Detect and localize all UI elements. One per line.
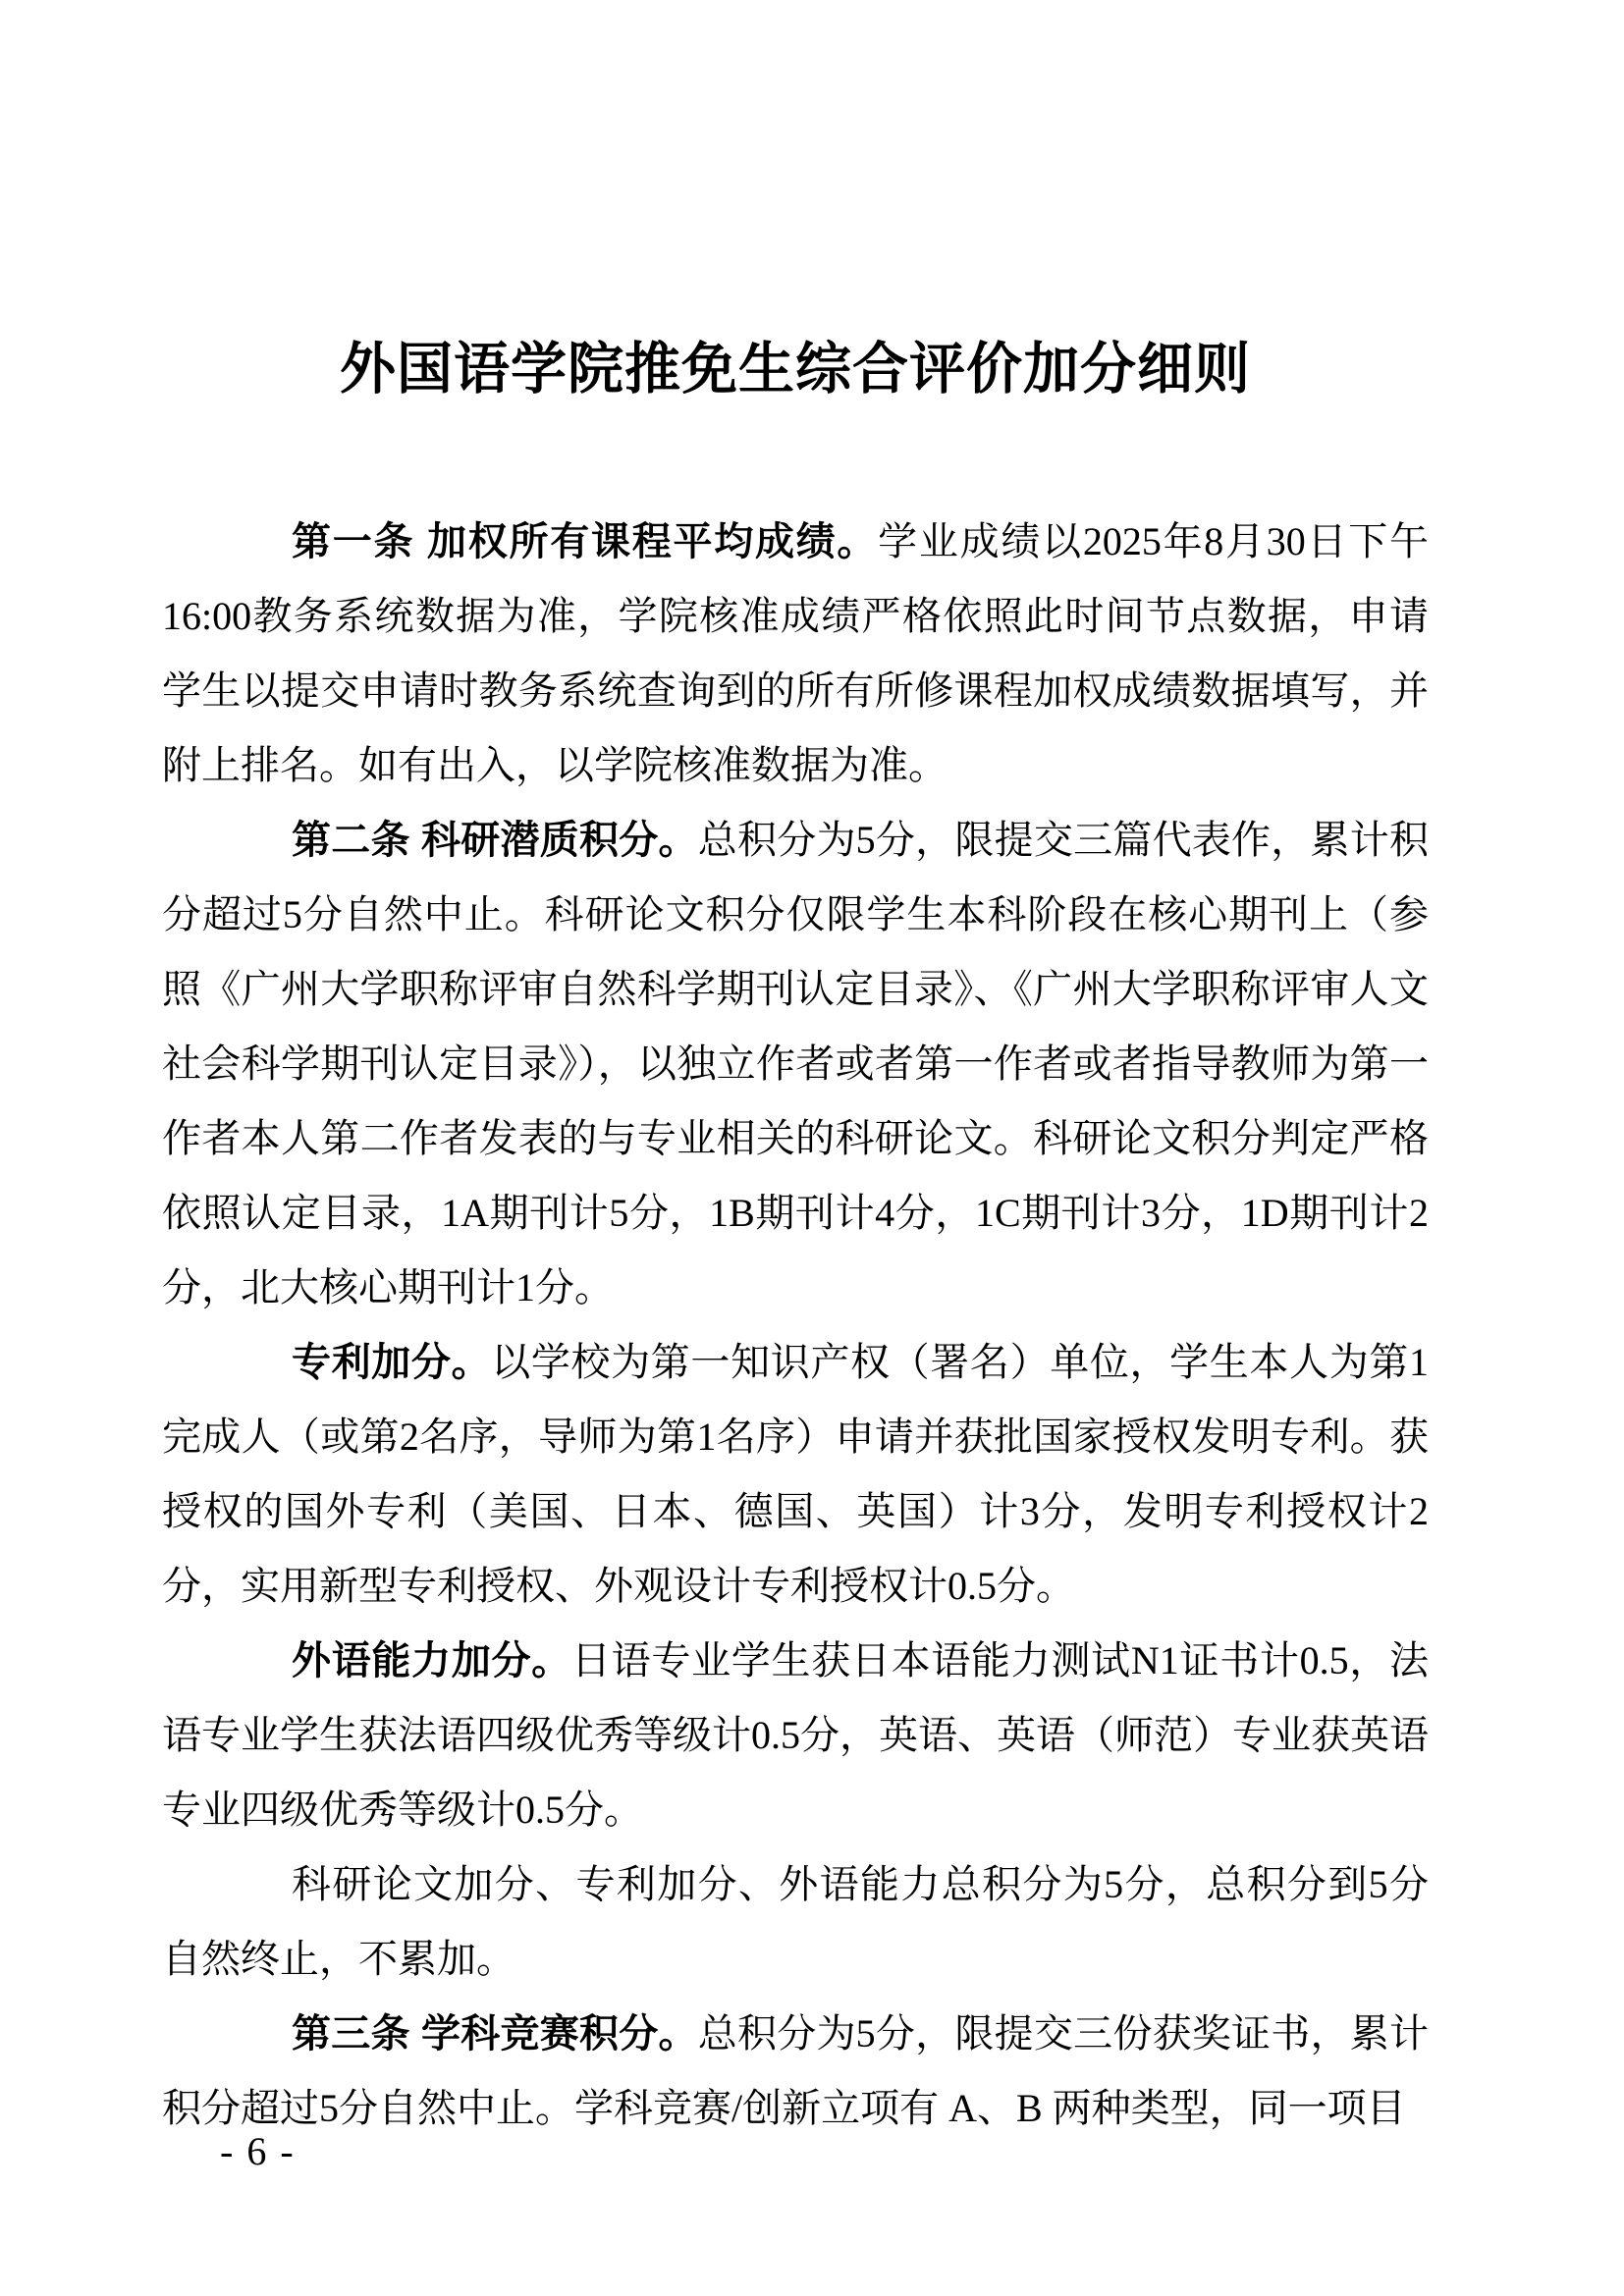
- paragraph-5: [162, 1847, 1429, 1997]
- paragraph-2-lead: 第二条 科研潜质积分。: [292, 819, 698, 862]
- page-number: - 6 -: [220, 2129, 296, 2173]
- paragraph-6: [162, 1997, 1429, 2146]
- paragraph-1-text: 学业成绩以2025年8月30日下午16:00教务系统数据为准，学院核准成绩严格依照此时间节点数据，申请学生以提交申请时教务系统查询到的所有所修课程加权成绩数据填写，并附上排名。如有出入，以学院核准数据为准。: [162, 519, 1429, 787]
- paragraph-6-lead: 第三条 学科竞赛积分。: [292, 2012, 698, 2056]
- paragraph-6-text: 总积分为5分，限提交三份获奖证书，累计积分超过5分自然中止。学科竞赛/创新立项有 A、B 两种类型，同一项目: [162, 2011, 1430, 2130]
- paragraph-5-text: 科研论文加分、专利加分、外语能力总积分为5分，总积分到5分自然终止，不累加。: [162, 1862, 1429, 1981]
- paragraph-2: [162, 803, 1429, 1325]
- paragraph-3: [162, 1325, 1429, 1624]
- paragraph-3-lead: 专利加分。: [292, 1341, 492, 1384]
- paragraph-3-text: 以学校为第一知识产权（署名）单位，学生本人为第1完成人（或第2名序，导师为第1名序）申请并获批国家授权发明专利。获授权的国外专利（美国、日本、德国、英国）计3分，发明专利授权计2分，实用新型专利授权、外观设计专利授权计0.5分。: [162, 1340, 1430, 1608]
- document-body: [162, 505, 1429, 2146]
- paragraph-4-lead: 外语能力加分。: [292, 1639, 571, 1682]
- document-title: 外国语学院推免生综合评价加分细则: [340, 339, 1251, 400]
- paragraph-4: [162, 1624, 1429, 1847]
- paragraph-1-lead: 第一条 加权所有课程平均成绩。: [292, 520, 879, 563]
- paragraph-4-text: 日语专业学生获日本语能力测试N1证书计0.5，法语专业学生获法语四级优秀等级计0.5分，英语、英语（师范）专业获英语专业四级优秀等级计0.5分。: [162, 1638, 1430, 1832]
- paragraph-1: [162, 505, 1429, 803]
- paragraph-2-text: 总积分为5分，限提交三篇代表作，累计积分超过5分自然中止。科研论文积分仅限学生本科阶段在核心期刊上（参照《广州大学职称评审自然科学期刊认定目录》、《广州大学职称评审人文社会科学期刊认定目录》），以独立作者或者第一作者或者指导教师为第一作者本人第二作者发表的与专业相关的科研论文。科研论文积分判定严格依照认定目录，1A期刊计5分，1B期刊计4分，1C期刊计3分，1D期刊计2分，北大核心期刊计1分。: [162, 818, 1430, 1309]
